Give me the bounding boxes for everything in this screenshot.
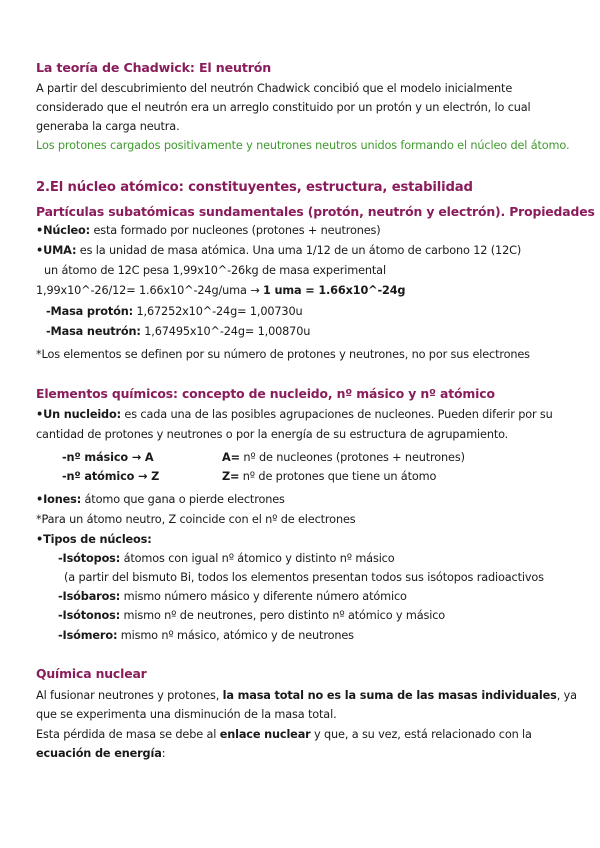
masico-definition bbox=[222, 450, 465, 465]
intro-line-2: considerado que el neutrón era un arreglo constituido por un protón y un electrón, lo cual bbox=[36, 101, 531, 114]
isobaros-text: mismo número másico y diferente número atómico bbox=[120, 590, 407, 603]
proton-mass-label: -Masa protón: bbox=[46, 305, 134, 318]
nuclear-line-2: que se experimenta una disminución de la masa total. bbox=[36, 708, 337, 721]
masico-def-text: nº de nucleones (protones + neutrones) bbox=[239, 451, 465, 464]
uma-definition bbox=[36, 243, 521, 258]
subsection-title-particulas: Partículas subatómicas sundamentales (protón, neutrón y electrón). Propiedades bbox=[36, 204, 595, 219]
nuclear-line-4 bbox=[36, 746, 165, 761]
masico-def-label: A= bbox=[222, 451, 240, 464]
neutral-atom-note: *Para un átomo neutro, Z coincide con el nº de electrones bbox=[36, 513, 356, 526]
isotonos-definition bbox=[58, 608, 445, 623]
nuclear-line-1-a: Al fusionar neutrones y protones, bbox=[36, 689, 223, 702]
section-title-elementos: Elementos químicos: concepto de nucleido, nº másico y nº atómico bbox=[36, 386, 495, 401]
nucleido-line-2: cantidad de protones y neutrones o por la energía de su estructura de agrupamiento. bbox=[36, 428, 509, 441]
section-title-quimica-nuclear: Química nuclear bbox=[36, 666, 147, 681]
iones-definition bbox=[36, 492, 285, 507]
uma-label: •UMA: bbox=[36, 244, 77, 257]
neutron-mass bbox=[46, 324, 310, 339]
isotopos-label: -Isótopos: bbox=[58, 552, 121, 565]
isotonos-text: mismo nº de neutrones, pero distinto nº atómico y másico bbox=[120, 609, 446, 622]
uma-result: 1 uma = 1.66x10^-24g bbox=[262, 284, 406, 297]
ecuacion-energia-term: ecuación de energía bbox=[36, 747, 162, 760]
section-title-chadwick: La teoría de Chadwick: El neutrón bbox=[36, 60, 272, 75]
proton-mass bbox=[46, 304, 303, 319]
nuclear-line-4-colon: : bbox=[161, 747, 166, 760]
isobaros-definition bbox=[58, 589, 407, 604]
iones-text: átomo que gana o pierde electrones bbox=[81, 493, 285, 506]
uma-line-2: un átomo de 12C pesa 1,99x10^-26kg de masa experimental bbox=[44, 264, 386, 277]
atomico-label: -nº atómico → Z bbox=[62, 470, 160, 483]
proton-mass-value: 1,67252x10^-24g= 1,00730u bbox=[133, 305, 303, 318]
nuclear-line-1 bbox=[36, 688, 577, 703]
nuclear-line-1-bold: la masa total no es la suma de las masas individuales bbox=[222, 689, 557, 702]
tipos-nucleos-label: •Tipos de núcleos: bbox=[36, 533, 152, 546]
isomero-definition bbox=[58, 628, 354, 643]
uma-line-3 bbox=[36, 283, 405, 298]
iones-label: •Iones: bbox=[36, 493, 82, 506]
isobaros-label: -Isóbaros: bbox=[58, 590, 121, 603]
nucleo-label: •Núcleo: bbox=[36, 224, 91, 237]
isotopos-note: (a partir del bismuto Bi, todos los elementos presentan todos sus isótopos radioactivos bbox=[64, 571, 544, 584]
enlace-nuclear-term: enlace nuclear bbox=[219, 728, 311, 741]
isomero-label: -Isómero: bbox=[58, 629, 118, 642]
nuclear-line-3-a: Esta pérdida de masa se debe al bbox=[36, 728, 220, 741]
masico-label: -nº másico → A bbox=[62, 451, 154, 464]
elements-note: *Los elementos se definen por su número de protones y neutrones, no por sus electrones bbox=[36, 348, 530, 361]
atomico-definition bbox=[222, 469, 436, 484]
nucleo-definition bbox=[36, 223, 381, 238]
nucleido-definition bbox=[36, 407, 553, 422]
isotonos-label: -Isótonos: bbox=[58, 609, 121, 622]
uma-text: es la unidad de masa atómica. Una uma 1/12 de un átomo de carbono 12 (12C) bbox=[76, 244, 522, 257]
isotopos-text: átomos con igual nº átomico y distinto nº másico bbox=[120, 552, 395, 565]
uma-calc: 1,99x10^-26/12= 1.66x10^-24g/uma → bbox=[36, 284, 263, 297]
nuclear-line-3-c: y que, a su vez, está relacionado con la bbox=[310, 728, 532, 741]
neutron-mass-value: 1,67495x10^-24g= 1,00870u bbox=[140, 325, 311, 338]
intro-line-1: A partir del descubrimiento del neutrón Chadwick concibió que el modelo inicialmente bbox=[36, 82, 513, 95]
atomico-def-text: nº de protones que tiene un átomo bbox=[239, 470, 437, 483]
nucleido-label: •Un nucleido: bbox=[36, 408, 121, 421]
intro-line-3: generaba la carga neutra. bbox=[36, 120, 180, 133]
atomico-def-label: Z= bbox=[222, 470, 240, 483]
intro-green-line: Los protones cargados positivamente y neutrones neutros unidos formando el núcleo del átomo. bbox=[36, 139, 570, 152]
section-title-nucleo: 2.El núcleo atómico: constituyentes, estructura, estabilidad bbox=[36, 180, 473, 195]
neutron-mass-label: -Masa neutrón: bbox=[46, 325, 141, 338]
nucleido-text: es cada una de las posibles agrupaciones de nucleones. Pueden diferir por su bbox=[120, 408, 553, 421]
isomero-text: mismo nº másico, atómico y de neutrones bbox=[117, 629, 354, 642]
nucleo-text: esta formado por nucleones (protones + neutrones) bbox=[90, 224, 381, 237]
nuclear-line-3 bbox=[36, 727, 532, 742]
nuclear-line-1-c: , ya bbox=[556, 689, 577, 702]
isotopos-definition bbox=[58, 551, 395, 566]
